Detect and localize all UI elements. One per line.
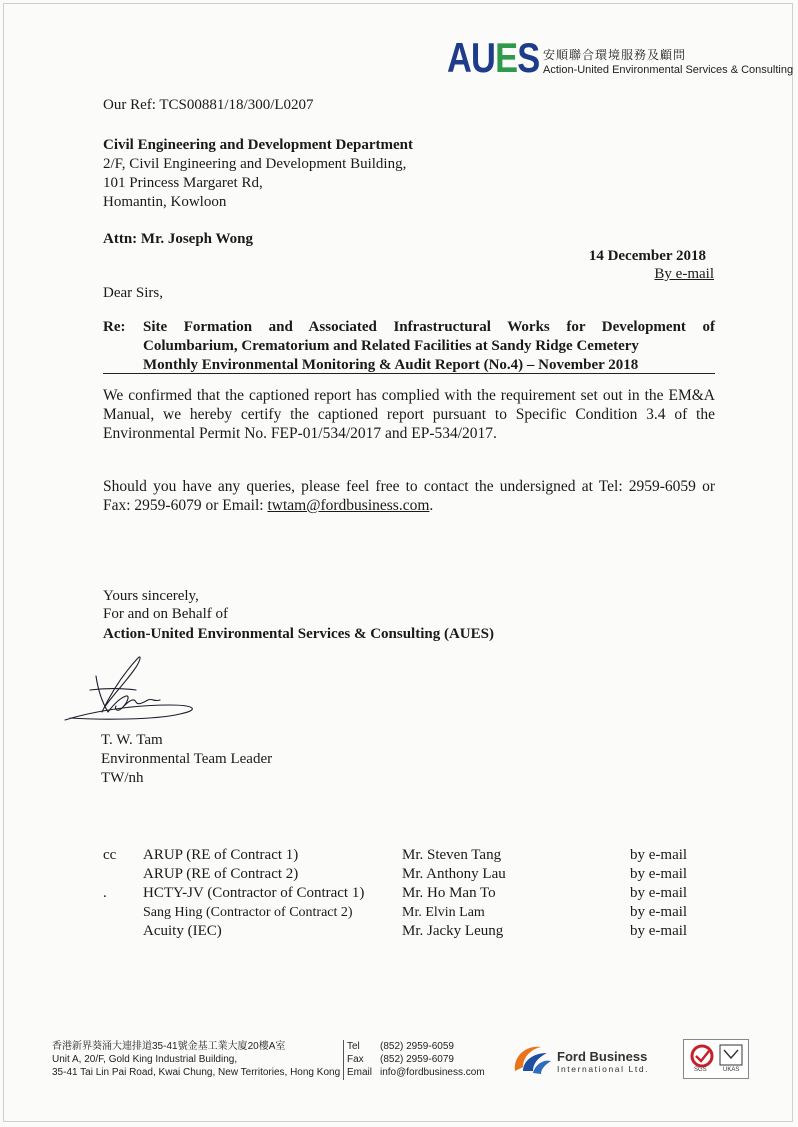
cc-person: Mr. Steven Tang bbox=[402, 847, 502, 863]
recipient-address-line: Homantin, Kowloon bbox=[103, 194, 227, 210]
footer-divider bbox=[343, 1040, 344, 1080]
email-link[interactable]: twtam@fordbusiness.com bbox=[267, 497, 430, 514]
cc-label: cc bbox=[103, 847, 117, 863]
cert-label-ukas: UKAS bbox=[723, 1067, 740, 1073]
body-paragraph bbox=[103, 386, 715, 443]
contact-suffix: . bbox=[429, 497, 434, 514]
body-line bbox=[103, 496, 715, 515]
logo-text-s: S bbox=[517, 34, 540, 81]
ford-business-name: Ford Business bbox=[557, 1049, 648, 1064]
recipient-address-line: 2/F, Civil Engineering and Development Building, bbox=[103, 156, 407, 172]
recipient-org: Civil Engineering and Development Department bbox=[103, 137, 413, 153]
signer-name: T. W. Tam bbox=[101, 732, 163, 748]
attention-line: Attn: Mr. Joseph Wong bbox=[103, 231, 254, 247]
tel-number: (852) 2959-6059 bbox=[380, 1041, 454, 1052]
subject-underline bbox=[103, 373, 715, 374]
footer-address-line: Unit A, 20/F, Gold King Industrial Building, bbox=[52, 1054, 238, 1065]
reference-initials: TW/nh bbox=[101, 770, 144, 786]
subject-line: Columbarium, Crematorium and Related Facilities at Sandy Ridge Cemetery bbox=[143, 338, 639, 354]
cc-person: Mr. Anthony Lau bbox=[402, 866, 506, 882]
subject-line: Site Formation and Associated Infrastructural Works for Development of bbox=[143, 319, 715, 335]
body-line: We confirmed that the captioned report has complied with the requirement set out in the EM&A bbox=[103, 387, 715, 404]
closing: Yours sincerely, bbox=[103, 588, 199, 604]
cc-method: by e-mail bbox=[630, 904, 688, 920]
fax-number: (852) 2959-6079 bbox=[380, 1054, 454, 1065]
signature-image bbox=[60, 650, 210, 730]
cc-person: Mr. Elvin Lam bbox=[402, 905, 485, 920]
tel-label: Tel bbox=[347, 1041, 360, 1052]
footer-address-chinese: 香港新界葵涌大連排道35-41號金基工業大廈20樓A室 bbox=[52, 1041, 286, 1052]
cc-org: ARUP (RE of Contract 1) bbox=[143, 847, 299, 863]
letter-date: 14 December 2018 bbox=[588, 248, 706, 264]
fax-label: Fax bbox=[347, 1054, 364, 1065]
company-name-english: Action-United Environmental Services & Consulting bbox=[543, 64, 794, 76]
contact-paragraph bbox=[103, 477, 715, 515]
cc-org: ARUP (RE of Contract 2) bbox=[143, 866, 299, 882]
cert-label-sgs: SGS bbox=[694, 1067, 707, 1073]
cc-org: HCTY-JV (Contractor of Contract 1) bbox=[143, 885, 365, 901]
cc-person: Mr. Jacky Leung bbox=[402, 923, 504, 939]
signer-title: Environmental Team Leader bbox=[101, 751, 273, 767]
logo-text-au: AU bbox=[447, 34, 496, 81]
ford-business-subtitle: International Ltd. bbox=[557, 1064, 650, 1074]
body-line: Environmental Permit No. FEP-01/534/2017 and EP-534/2017. bbox=[103, 425, 497, 442]
cc-method: by e-mail bbox=[630, 866, 688, 882]
subject-line: Monthly Environmental Monitoring & Audit Report (No.4) – November 2018 bbox=[143, 357, 639, 373]
signing-company: Action-United Environmental Services & Consulting (AUES) bbox=[103, 626, 494, 642]
company-name-chinese: 安順聯合環境服務及顧問 bbox=[543, 48, 687, 62]
logo-text-e: E bbox=[495, 34, 518, 81]
cc-mark: . bbox=[103, 885, 107, 901]
our-reference: Our Ref: TCS00881/18/300/L0207 bbox=[103, 97, 314, 113]
delivery-method: By e-mail bbox=[654, 266, 714, 282]
body-line: Should you have any queries, please feel free to contact the undersigned at Tel: 2959-6059 or bbox=[103, 478, 715, 495]
recipient-address-line: 101 Princess Margaret Rd, bbox=[103, 175, 263, 191]
body-line: Manual, we hereby certify the captioned report pursuant to Specific Condition 3.4 of the bbox=[103, 406, 715, 423]
cc-method: by e-mail bbox=[630, 885, 688, 901]
aues-logo bbox=[447, 34, 540, 81]
ford-business-logo-icon bbox=[511, 1041, 553, 1077]
certification-badge bbox=[683, 1039, 749, 1079]
cc-method: by e-mail bbox=[630, 923, 688, 939]
cc-org: Acuity (IEC) bbox=[143, 923, 222, 939]
footer-email[interactable]: info@fordbusiness.com bbox=[380, 1067, 485, 1078]
cc-org: Sang Hing (Contractor of Contract 2) bbox=[143, 905, 353, 920]
email-label: Email bbox=[347, 1067, 373, 1078]
subject-label: Re: bbox=[103, 319, 126, 335]
footer-address-line: 35-41 Tai Lin Pai Road, Kwai Chung, New Territories, Hong Kong bbox=[52, 1067, 341, 1078]
salutation: Dear Sirs, bbox=[103, 285, 163, 301]
cc-person: Mr. Ho Man To bbox=[402, 885, 496, 901]
on-behalf: For and on Behalf of bbox=[103, 606, 228, 622]
contact-prefix: Fax: 2959-6079 or Email: bbox=[103, 497, 268, 514]
cc-method: by e-mail bbox=[630, 847, 688, 863]
